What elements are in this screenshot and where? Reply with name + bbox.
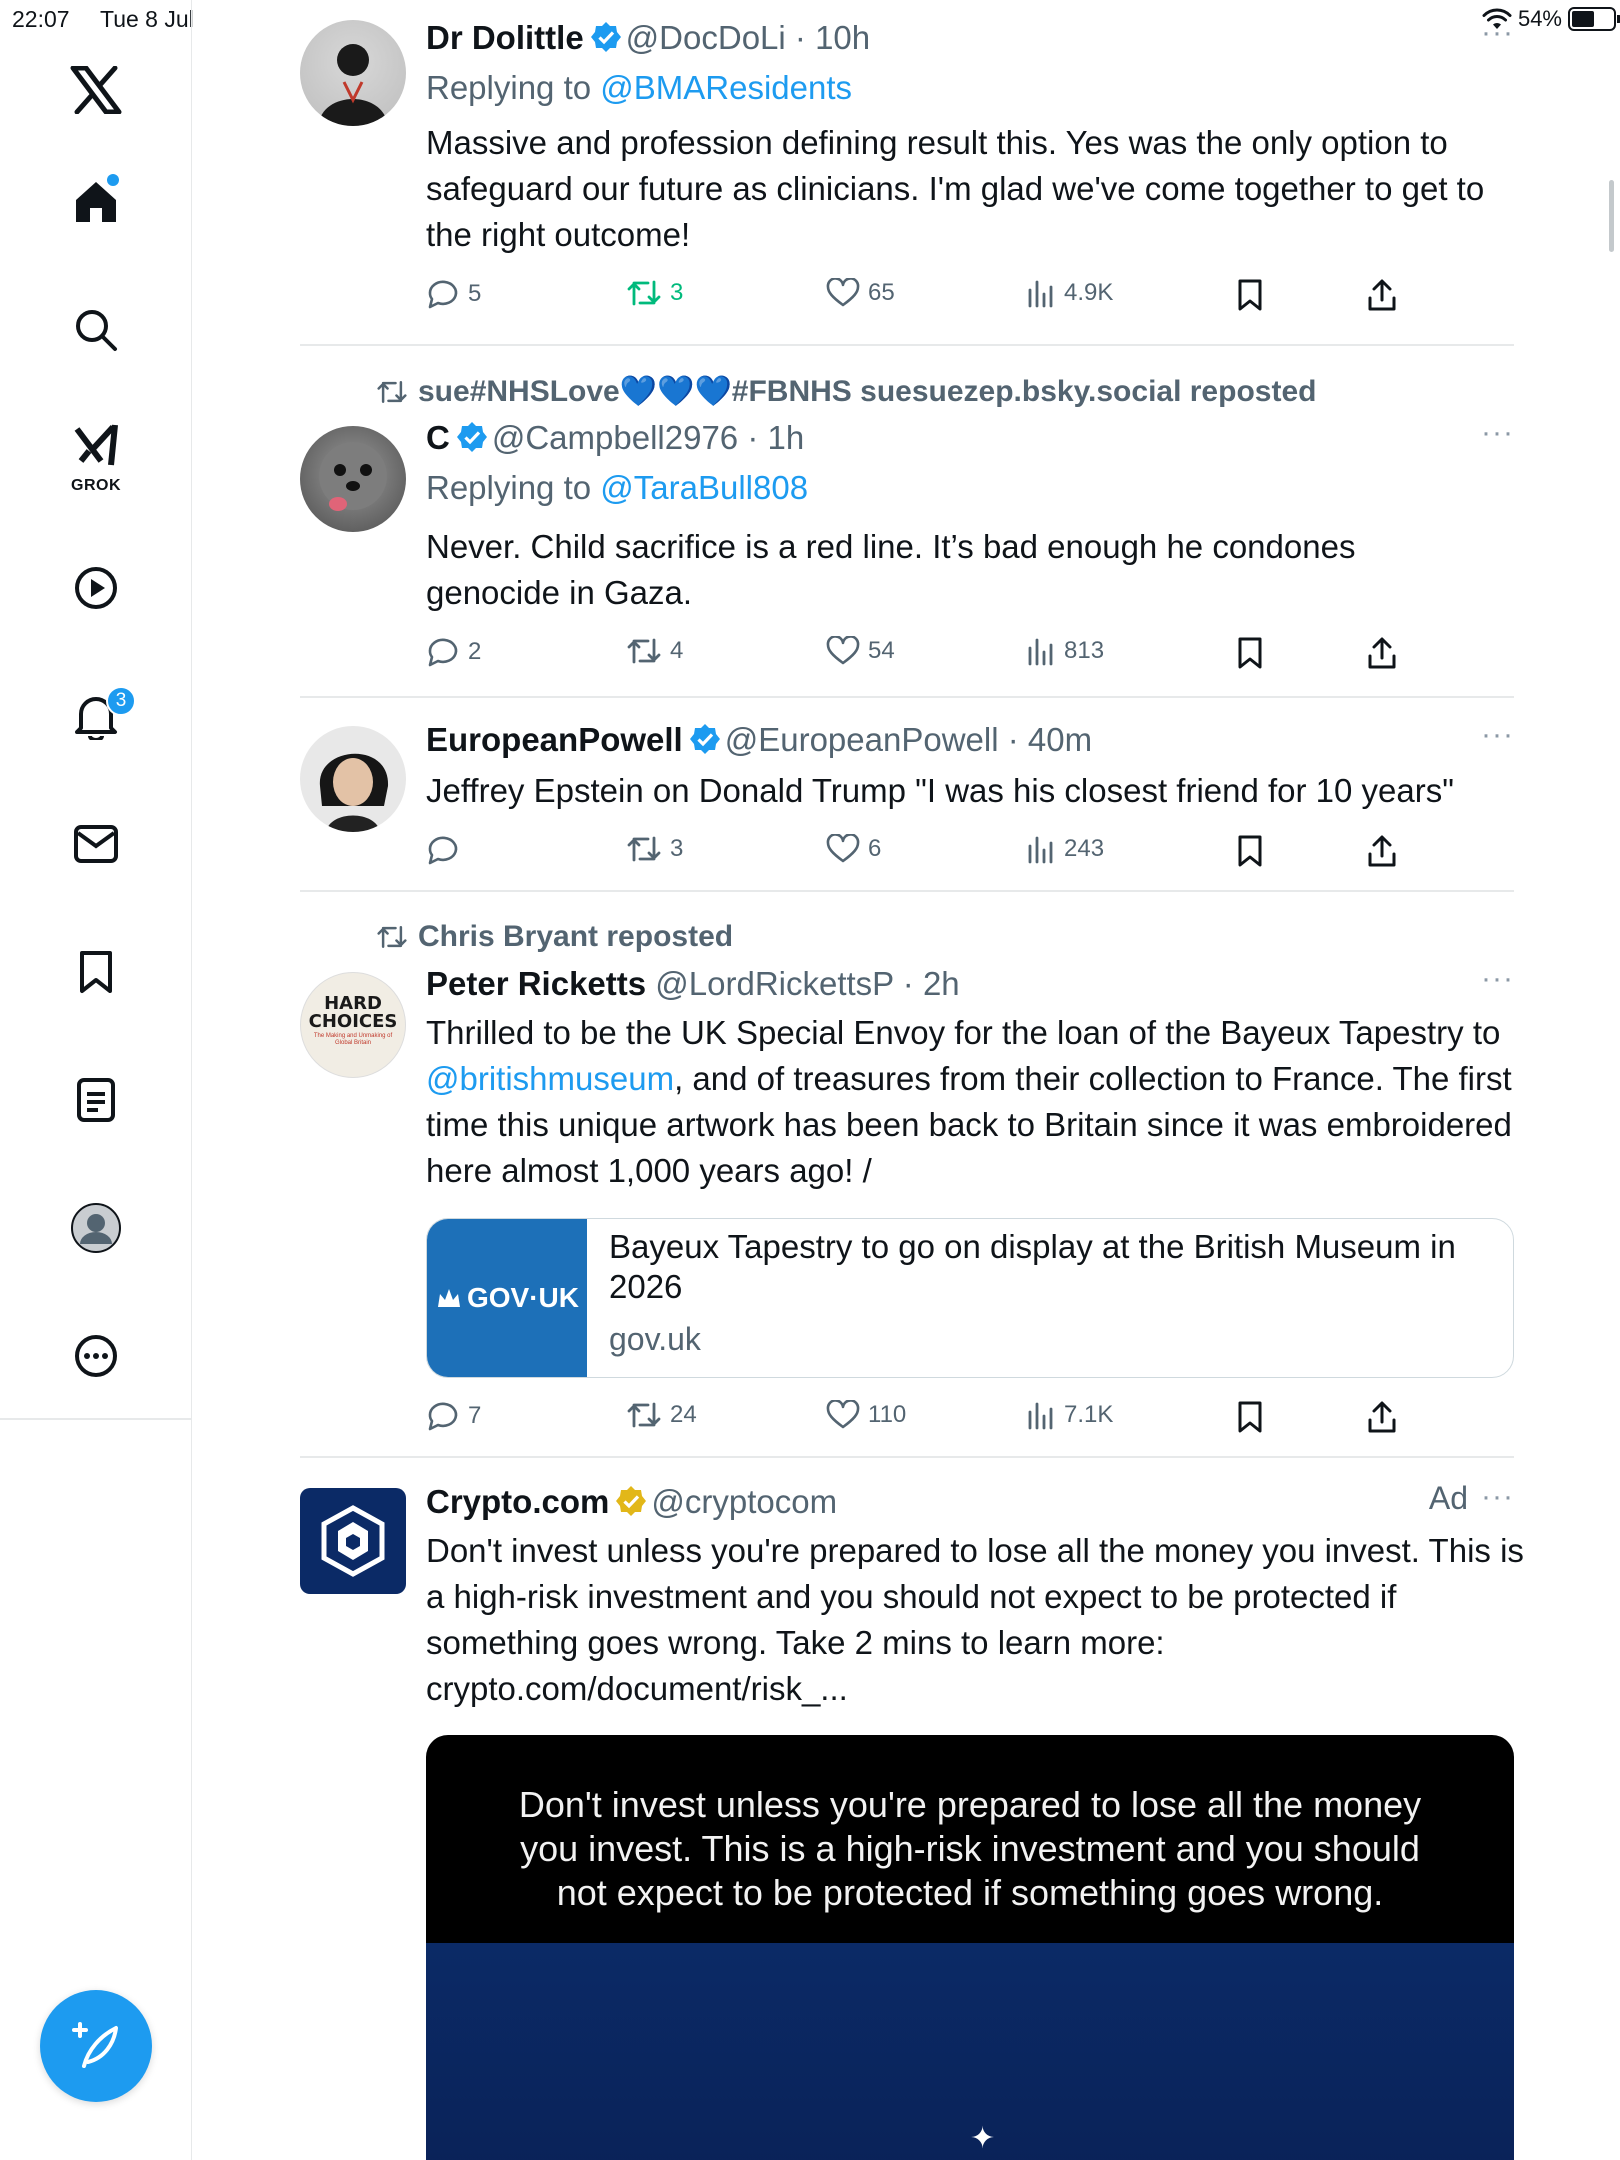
sidebar (0, 0, 192, 2160)
repost-button[interactable] (626, 1400, 697, 1430)
reply-context (426, 66, 1514, 110)
views-button[interactable] (1026, 834, 1104, 864)
reply-to-link[interactable]: @BMAResidents (600, 69, 853, 106)
avatar-book-title-1: HARD (324, 993, 382, 1014)
sparkle-icon: ✦ (970, 2122, 996, 2155)
video-icon[interactable] (0, 548, 192, 628)
heart-icon (826, 834, 860, 864)
ad-link[interactable]: crypto.com/document/risk_... (426, 1670, 848, 1707)
reply-icon (426, 636, 460, 668)
avatar[interactable] (300, 726, 406, 832)
avatar[interactable] (300, 426, 406, 532)
heart-icon (826, 636, 860, 666)
repost-count: 24 (670, 1401, 697, 1428)
reply-button[interactable] (426, 834, 468, 866)
status-date: Tue 8 Jul (100, 6, 194, 32)
share-button[interactable] (1366, 834, 1398, 868)
post-text: Massive and profession defining result this. Yes was the only option to safeguard our future as clinicians. I'm glad we've come together to get to the right outcome! (426, 124, 1485, 253)
verified-icon (456, 421, 488, 453)
author-handle[interactable]: @cryptocom (651, 1483, 838, 1520)
reposted-by[interactable]: Chris Bryant reposted (418, 920, 734, 953)
post-time[interactable]: 1h (767, 419, 805, 456)
more-options-icon[interactable]: ··· (1481, 16, 1514, 49)
reply-prefix: Replying to (426, 69, 592, 106)
share-icon (1366, 636, 1398, 670)
heart-icon (826, 278, 860, 308)
views-icon (1026, 1400, 1056, 1430)
reply-count: 2 (468, 638, 482, 665)
ad-label: Ad (1428, 1480, 1468, 1516)
post-header: C @Campbell2976 · 1h (426, 419, 805, 456)
post-text-part: , and of treasures from their collection to France. The first time this unique artwork has been back to Britain since it was embroidered here almost 1,000 years ago! / (426, 1060, 1512, 1189)
like-button[interactable] (826, 636, 895, 666)
ad-media[interactable] (426, 1735, 1514, 2160)
notification-badge: 3 (106, 686, 136, 716)
bell-icon[interactable] (0, 676, 192, 756)
author-name[interactable]: Crypto.com (426, 1483, 610, 1520)
link-card-domain: gov.uk (609, 1321, 701, 1357)
battery-percent: 54% (1517, 6, 1562, 31)
grok-label: GROK (71, 477, 121, 494)
profile-icon[interactable] (0, 1188, 192, 1268)
avatar-book-subtitle: The Making and Unmaking of Global Britain (313, 1033, 393, 1046)
link-card-title: Bayeux Tapestry to go on display at the British Museum in 2026 (609, 1228, 1456, 1305)
author-name[interactable]: EuropeanPowell (426, 721, 683, 758)
bookmark-button[interactable] (1236, 636, 1264, 670)
reposted-by[interactable]: sue#NHSLove💙💙💙#FBNHS suesuezep.bsky.social reposted (418, 375, 1317, 408)
views-icon (1026, 636, 1056, 666)
repost-button[interactable] (626, 278, 683, 308)
repost-count: 4 (670, 637, 684, 664)
view-count: 7.1K (1064, 1401, 1114, 1428)
share-icon (1366, 278, 1398, 312)
bookmark-icon (1236, 636, 1264, 670)
post-time[interactable]: 10h (815, 19, 871, 56)
share-button[interactable] (1366, 636, 1398, 670)
share-icon (1366, 834, 1398, 868)
post-text: Don't invest unless you're prepared to lose all the money you invest. This is a high-risk investment and you should not expect to be protected if something goes wrong. Take 2 mins to learn more: (426, 1532, 1524, 1661)
avatar[interactable] (300, 1488, 406, 1594)
author-handle[interactable]: @LordRickettsP (655, 965, 894, 1002)
post-header: Dr Dolittle @DocDoLi · 10h (426, 19, 871, 56)
repost-icon (626, 834, 662, 864)
repost-icon (376, 378, 408, 406)
reply-context (426, 466, 1514, 510)
ad-media-text: Don't invest unless you're prepared to lose all the money you invest. This is a high-risk investment and you should not expect to be protected if something goes wrong. (518, 1784, 1422, 1913)
bookmark-button[interactable] (1236, 834, 1264, 868)
battery-fill (1572, 11, 1594, 27)
home-unread-dot (107, 174, 119, 186)
post-header: EuropeanPowell @EuropeanPowell · 40m (426, 721, 1093, 758)
author-handle[interactable]: @EuropeanPowell (724, 721, 999, 758)
status-time: 22:07 (12, 6, 70, 32)
home-icon[interactable] (0, 162, 192, 242)
post-actions (426, 278, 1446, 318)
view-count: 243 (1064, 835, 1105, 862)
more-options-icon[interactable]: ··· (1481, 718, 1514, 751)
repost-icon (376, 923, 408, 951)
author-name[interactable]: Peter Ricketts (426, 965, 647, 1002)
link-card[interactable] (426, 1218, 1514, 1378)
like-count: 54 (868, 637, 895, 664)
reply-count: 5 (468, 280, 482, 307)
like-button[interactable] (826, 1400, 906, 1430)
post-header: Peter Ricketts @LordRickettsP · 2h (426, 965, 960, 1002)
post-actions (426, 1400, 1446, 1440)
reply-prefix: Replying to (426, 469, 592, 506)
avatar-book-title-2: CHOICES (308, 1011, 398, 1032)
battery-icon (1568, 7, 1616, 31)
author-handle[interactable]: @DocDoLi (625, 19, 786, 56)
more-options-icon[interactable]: ··· (1481, 1480, 1514, 1513)
like-button[interactable] (826, 834, 881, 864)
author-name[interactable]: C (426, 419, 450, 456)
avatar[interactable] (300, 972, 406, 1078)
post-time[interactable]: 2h (922, 965, 960, 1002)
repost-context (376, 374, 1316, 409)
reply-button[interactable] (426, 636, 481, 668)
mention-link[interactable]: @britishmuseum (426, 1060, 675, 1097)
link-card-image-text: GOV·UK (467, 1282, 579, 1313)
scrollbar[interactable] (1609, 180, 1614, 252)
reply-icon (426, 278, 460, 310)
reply-button[interactable] (426, 278, 481, 310)
like-count: 65 (868, 279, 895, 306)
divider (300, 344, 1514, 346)
post-actions (426, 636, 1446, 676)
verified-icon (590, 21, 622, 53)
divider (300, 696, 1514, 698)
repost-icon (626, 278, 662, 308)
post-text: Jeffrey Epstein on Donald Trump "I was his closest friend for 10 years" (426, 772, 1454, 809)
post-header (426, 1480, 1514, 1524)
repost-count: 3 (670, 279, 684, 306)
heart-icon (826, 1400, 860, 1430)
post-time[interactable]: 40m (1027, 721, 1093, 758)
more-options-icon[interactable]: ··· (1481, 416, 1514, 449)
avatar[interactable] (300, 20, 406, 126)
post-text-part: Thrilled to be the UK Special Envoy for the loan of the Bayeux Tapestry to (426, 1014, 1501, 1051)
repost-icon (626, 636, 662, 666)
sidebar-separator (0, 1418, 192, 1420)
reply-icon (426, 834, 460, 866)
divider (300, 890, 1514, 892)
share-icon (1366, 1400, 1398, 1434)
views-icon (1026, 834, 1056, 864)
link-card-image (427, 1219, 587, 1377)
divider (300, 1456, 1514, 1458)
bookmark-button[interactable] (1236, 1400, 1264, 1434)
views-button[interactable] (1026, 278, 1113, 308)
view-count: 813 (1064, 637, 1105, 664)
x-logo-icon[interactable] (0, 50, 192, 130)
views-button[interactable] (1026, 1400, 1113, 1430)
ad-media-background (426, 1943, 1514, 2160)
reply-to-link[interactable]: @TaraBull808 (600, 469, 809, 506)
bookmark-icon (1236, 1400, 1264, 1434)
crown-icon (435, 1285, 463, 1311)
more-options-icon[interactable]: ··· (1481, 962, 1514, 995)
repost-context (376, 920, 733, 954)
views-icon (1026, 278, 1056, 308)
repost-icon (626, 1400, 662, 1430)
author-handle[interactable]: @Campbell2976 (491, 419, 739, 456)
verified-gold-icon (615, 1485, 647, 1517)
compose-icon (70, 2020, 122, 2072)
repost-count: 3 (670, 835, 684, 862)
like-count: 6 (868, 835, 882, 862)
post-actions (426, 834, 1446, 874)
like-count: 110 (868, 1401, 907, 1428)
share-button[interactable] (1366, 278, 1398, 312)
reply-button[interactable] (426, 1400, 481, 1432)
bookmark-button[interactable] (1236, 278, 1264, 312)
views-button[interactable] (1026, 636, 1104, 666)
view-count: 4.9K (1064, 279, 1114, 306)
bookmark-icon (1236, 278, 1264, 312)
like-button[interactable] (826, 278, 895, 308)
reply-count: 7 (468, 1402, 482, 1429)
bookmark-icon (1236, 834, 1264, 868)
author-name[interactable]: Dr Dolittle (426, 19, 584, 56)
share-button[interactable] (1366, 1400, 1398, 1434)
verified-icon (689, 723, 721, 755)
reply-icon (426, 1400, 460, 1432)
mail-icon[interactable] (0, 804, 192, 884)
post-text: Never. Child sacrifice is a red line. It’s bad enough he condones genocide in Gaza. (426, 528, 1356, 611)
post-text (426, 1010, 1526, 1194)
search-icon[interactable] (0, 290, 192, 370)
compose-button[interactable] (40, 1990, 152, 2102)
list-icon[interactable] (0, 1060, 192, 1140)
more-icon[interactable] (0, 1316, 192, 1396)
repost-button[interactable] (626, 834, 683, 864)
repost-button[interactable] (626, 636, 683, 666)
bookmark-icon[interactable] (0, 932, 192, 1012)
grok-icon[interactable] (0, 412, 192, 478)
